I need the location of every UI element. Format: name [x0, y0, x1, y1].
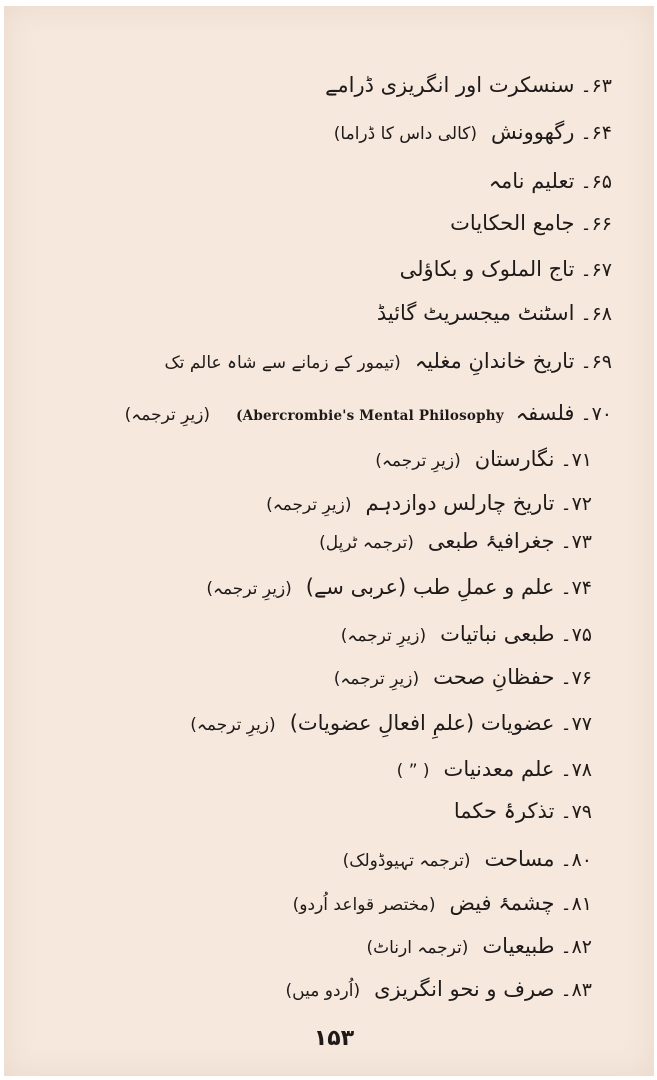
item-title: تاج الملوک و بکاؤلی — [399, 257, 575, 281]
item-number: ۷۶۔ — [560, 667, 592, 689]
item-note: (ترجمہ تہیوڈولک) — [342, 851, 471, 871]
item-note: (زیرِ ترجمہ) — [124, 405, 211, 425]
item-english-title: (Abercrombie's Mental Philosophy — [236, 408, 504, 424]
item-note: (زیرِ ترجمہ) — [190, 715, 276, 735]
item-number: ۶۶۔ — [580, 213, 612, 235]
item-number: ۶۹۔ — [580, 351, 612, 373]
item-note: (زیرِ ترجمہ) — [206, 579, 292, 599]
list-item — [266, 488, 592, 520]
list-item — [190, 708, 592, 740]
item-note: (ترجمہ ٹرپل) — [319, 533, 414, 553]
item-number: ۷۷۔ — [560, 713, 592, 735]
item-title: جامع الحکایات — [450, 211, 575, 235]
item-title: تذکرۂ حکما — [453, 799, 555, 823]
item-title: جغرافیۂ طبعی — [427, 529, 555, 553]
item-title: تعلیم نامہ — [488, 169, 575, 193]
list-item — [343, 844, 592, 876]
item-number: ۷۴۔ — [560, 577, 592, 599]
item-note: (زیرِ ترجمہ) — [340, 626, 427, 646]
list-item — [377, 298, 612, 329]
item-note: (زیرِ ترجمہ) — [375, 451, 461, 471]
item-title: علم و عملِ طب (عربی سے) — [305, 575, 555, 599]
item-number: ۸۰۔ — [560, 849, 592, 871]
item-note: (کالی داس کا ڈراما) — [333, 124, 477, 144]
book-list — [4, 6, 654, 1076]
item-number: ۶۳۔ — [580, 75, 612, 97]
item-number: ۷۵۔ — [560, 624, 592, 646]
list-item — [489, 166, 612, 197]
list-item — [206, 572, 592, 604]
item-note: ( ” ) — [396, 761, 430, 781]
list-item — [325, 70, 612, 101]
item-title: صرف و نحو انگریزی — [374, 977, 555, 1001]
list-item — [293, 888, 592, 920]
page-number: ۱۵۳ — [313, 1026, 355, 1051]
item-number: ۶۴۔ — [580, 122, 612, 144]
item-title: طبعی نباتیات — [440, 622, 555, 646]
item-number: ۷۹۔ — [560, 801, 592, 823]
item-title: عضویات (علمِ افعالِ عضویات) — [289, 711, 555, 735]
item-note: (مختصر قواعد اُردو) — [292, 895, 436, 915]
item-title: رگھوونش — [491, 120, 575, 144]
item-note: (تیمور کے زمانے سے شاہ عالم تک — [164, 353, 401, 373]
item-title: فلسفہ — [515, 401, 575, 425]
item-title: علم معدنیات — [443, 757, 555, 781]
item-title: نگارستان — [474, 447, 555, 471]
list-item — [164, 346, 612, 378]
list-item — [286, 974, 592, 1006]
list-item — [334, 117, 612, 149]
item-title: طبیعیات — [482, 934, 555, 958]
item-number: ۷۰۔ — [580, 403, 612, 425]
item-title: حفظانِ صحت — [433, 665, 555, 689]
item-note: (اُردو میں) — [285, 981, 361, 1001]
item-number: ۷۱۔ — [560, 449, 592, 471]
list-item — [334, 662, 592, 694]
item-title: مساحت — [484, 847, 555, 871]
item-title: تاریخ چارلس دوازدہم — [365, 491, 555, 515]
item-number: ۶۷۔ — [580, 259, 612, 281]
list-item — [341, 619, 592, 651]
item-note: (زیرِ ترجمہ) — [266, 495, 352, 515]
item-number: ۷۲۔ — [560, 493, 592, 515]
item-number: ۸۳۔ — [560, 979, 592, 1001]
item-note: (ترجمہ ارناٹ) — [366, 938, 469, 958]
item-title: چشمۂ فیض — [449, 891, 555, 915]
list-item — [450, 208, 612, 239]
item-number: ۸۱۔ — [560, 893, 592, 915]
list-item — [400, 254, 612, 285]
list-item — [319, 526, 592, 558]
item-number: ۸۲۔ — [560, 936, 592, 958]
list-item — [397, 754, 592, 786]
item-note: (زیرِ ترجمہ) — [333, 669, 420, 689]
item-number: ۷۸۔ — [560, 759, 592, 781]
item-title: اسٹنٹ میجسریٹ گائیڈ — [376, 301, 575, 325]
list-item — [125, 398, 612, 431]
list-item — [366, 931, 592, 963]
item-title: سنسکرت اور انگریزی ڈرامے — [325, 73, 575, 97]
item-number: ۶۵۔ — [580, 171, 612, 193]
list-item — [454, 796, 592, 827]
book-page — [4, 6, 654, 1076]
item-number: ۷۳۔ — [560, 531, 592, 553]
item-title: تاریخ خاندانِ مغلیہ — [414, 349, 575, 373]
item-number: ۶۸۔ — [580, 303, 612, 325]
list-item — [375, 444, 592, 476]
